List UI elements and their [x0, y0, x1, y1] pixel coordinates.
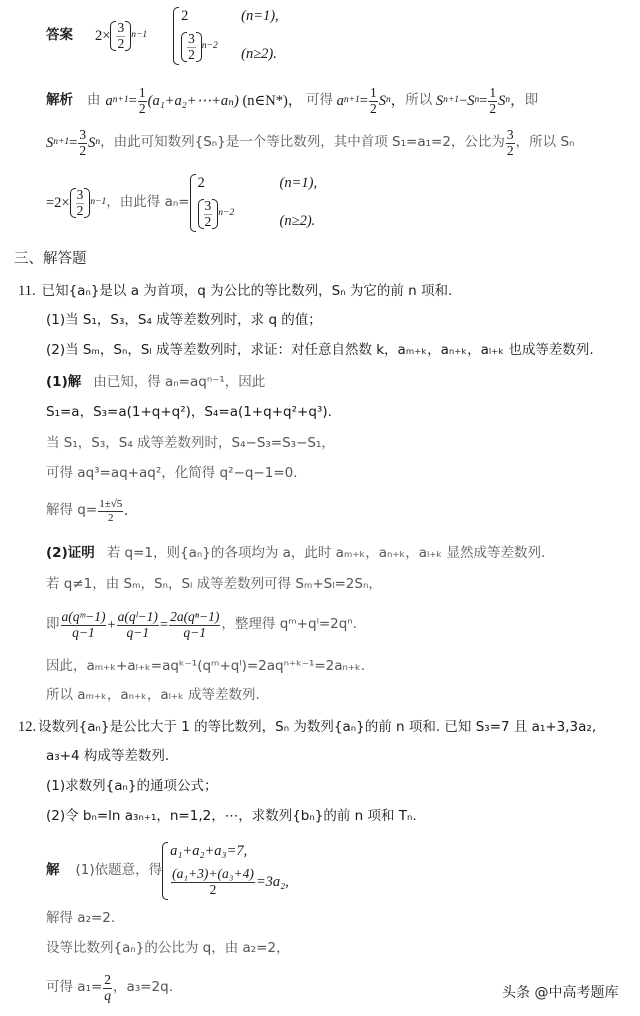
- exponent: n−1: [131, 30, 148, 41]
- analysis-line-2: S n+1 = $\frac{3}{2}$ S n ，由此可知数列{Sₙ}是一个等比数列，其中首项 S₁=a₁=2，公比为 $\frac{3}{2}$ ，所以 Sₙ: [46, 126, 575, 158]
- q11-sol2-line5: 所以 aₘ₊ₖ，aₙ₊ₖ，aₗ₊ₖ 成等差数列.: [46, 687, 260, 703]
- solution-label: 解: [46, 862, 60, 879]
- piecewise-brace: 2 (n=1), $\frac{3}{2}$ n−2 (n≥2).: [190, 172, 318, 234]
- q12-part2: (2)令 bₙ=ln a₃ₙ₊₁，n=1,2，⋯，求数列{bₙ}的前 n 项和 Tₙ.: [46, 808, 417, 824]
- answer-block: [46, 4, 279, 68]
- q12-sol-line4: 可得 a₁= $\frac{2}{q}$ ，a₃=2q.: [46, 971, 173, 1003]
- q11-sol1-line1: (1)解 由已知，得 aₙ=aqⁿ⁻¹，因此: [46, 374, 266, 390]
- equation-system-brace: a₁+a₂+a₃=7, $\frac{\text{(a₁+3)+(a₃+4)}}{2}$ =3a₂,: [162, 840, 289, 902]
- question-number: 12.: [18, 719, 37, 735]
- q11-part1: (1)当 S₁，S₃，S₄ 成等差数列时，求 q 的值；: [46, 312, 322, 328]
- q11-sol2-line2: 若 q≠1，由 Sₘ，Sₙ，Sₗ 成等差数列可得 Sₘ+Sₗ=2Sₙ，: [46, 576, 382, 592]
- q11-sol1-line4: 可得 aq³=aq+aq²，化简得 q²−q−1=0.: [46, 465, 298, 481]
- analysis-line-1: 解析 由 a n+1 = $\frac{1}{2}$ (a₁+a₂+⋯+aₙ) (n∈N*)， 可得 a n+1 = $\frac{1}{2}$ S n ， 所以 S n+1 − S n = $\frac{1}{2}$ S n ， 即: [46, 84, 539, 116]
- q11-sol1-line2: S₁=a，S₃=a(1+q+q²)，S₄=a(1+q+q²+q³).: [46, 404, 332, 420]
- proof-label: (2)证明: [46, 545, 95, 561]
- q12-sol-line3: 设等比数列{aₙ}的公比为 q，由 a₂=2，: [46, 940, 290, 956]
- q11-sol2-line3: 即 $\frac{\text{a(qᵐ−1)}}{q-1}$ + $\frac{\text{a(qˡ−1)}}{q-1}$ = $\frac{\text{2a(qⁿ−1)}}{q-1}$ ，整理得 qᵐ+qˡ=2qⁿ.: [46, 608, 357, 640]
- q11-sol2-line1: (2)证明 若 q=1，则{aₙ}的各项均为 a，此时 aₘ₊ₖ，aₙ₊ₖ，aₗ₊ₖ 显然成等差数列.: [46, 545, 546, 561]
- section-title: 三、解答题: [14, 251, 87, 267]
- question-number: 11.: [18, 283, 36, 299]
- q12-stem-line1: 12. 设数列{aₙ}是公比大于 1 的等比数列，Sₙ 为数列{aₙ}的前 n 项和. 已知 S₃=7 且 a₁+3,3a₂,: [18, 719, 597, 735]
- q12-sol-line2: 解得 a₂=2.: [46, 910, 116, 926]
- analysis-line-3: =2× $\frac{3}{2}$ n−1 ，由此得 aₙ= 2 (n=1), $\frac{3}{2}$ n−2 (n≥2).: [46, 170, 317, 236]
- q12-part1: (1)求数列{aₙ}的通项公式；: [46, 778, 218, 794]
- solution-label: (1)解: [46, 374, 82, 390]
- q11-sol2-line4: 因此，aₘ₊ₖ+aₗ₊ₖ=aqᵏ⁻¹(qᵐ+qˡ)=2aqⁿ⁺ᵏ⁻¹=2aₙ₊ₖ.: [46, 658, 366, 674]
- watermark: 头条 @中高考题库: [502, 985, 619, 1001]
- analysis-label: 解析: [46, 92, 73, 109]
- piecewise-brace: 2 (n=1), $\frac{3}{2}$ n−2 (n≥2).: [173, 5, 279, 67]
- fraction-paren: $\frac{3}{2}$: [110, 21, 131, 52]
- q11-stem: 11. 已知{aₙ}是以 a 为首项，q 为公比的等比数列，Sₙ 为它的前 n 项和.: [18, 283, 453, 299]
- answer-expr-prefix: 2×: [95, 27, 111, 44]
- q12-stem-line2: a₃+4 构成等差数列.: [46, 748, 170, 764]
- q11-sol1-line3: 当 S₁，S₃，S₄ 成等差数列时，S₄−S₃=S₃−S₁，: [46, 435, 335, 451]
- q11-sol1-line5: 解得 q= $\frac{1\pm√5}{2}$ .: [46, 498, 128, 524]
- q11-part2: (2)当 Sₘ，Sₙ，Sₗ 成等差数列时，求证：对任意自然数 k，aₘ₊ₖ，aₙ₊ₖ，aₗ₊ₖ 也成等差数列.: [46, 342, 594, 358]
- answer-label: 答案: [46, 27, 73, 44]
- q12-sol-line1: 解 (1)依题意，得 a₁+a₂+a₃=7, $\frac{\text{(a₁+3)+(a₃+4)}}{2}$ =3a₂,: [46, 838, 289, 904]
